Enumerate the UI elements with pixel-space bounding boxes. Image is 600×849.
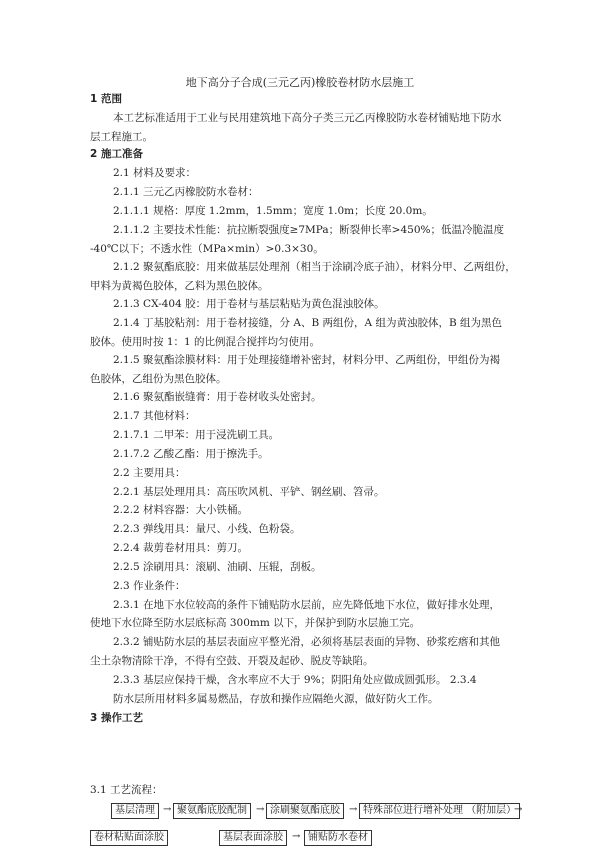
- paragraph-line: 2.1.7.2 乙酸乙酯：用于擦洗手。: [113, 448, 269, 460]
- flow-arrow-icon: →: [514, 804, 523, 815]
- paragraph-line: 2.3.1 在地下水位较高的条件下铺贴防水层前，应先降低地下水位，做好排水处理，: [113, 599, 501, 611]
- paragraph-line: 胶体。使用时按 1：1 的比例混合搅拌均匀使用。: [90, 336, 321, 348]
- flow-arrow-icon: →: [292, 831, 301, 842]
- section-1-heading: 1 范围: [90, 93, 122, 105]
- paragraph-line: 甲料为黄褐色胶体，乙料为黑色胶体。: [90, 280, 269, 292]
- paragraph-line: 层工程施工。: [90, 131, 153, 143]
- paragraph-line: 2.2.2 材料容器：大小铁桶。: [113, 504, 249, 516]
- paragraph-line: 2.1.1.2 主要技术性能：抗拉断裂强度≥7MPa；断裂伸长率>450%；低温冷脆温度: [113, 224, 504, 236]
- flow-arrow-icon: →: [163, 804, 172, 815]
- paragraph-line: 2.2.5 涂刷用具：滚刷、油刷、压辊，刮板。: [113, 561, 322, 573]
- flow-arrow-icon: →: [256, 804, 265, 815]
- section-3-heading: 3 操作工艺: [90, 712, 143, 724]
- flow-step-membrane-adhesive: 卷材粘贴面涂胶: [90, 830, 168, 846]
- paragraph-line: 2.3.3 基层应保持干燥，含水率应不大于 9%；阴阳角处应做成圆弧形。 2.3.4: [113, 674, 477, 686]
- flow-step-primer-mixing: 聚氨酯底胶配制: [173, 803, 251, 819]
- paragraph-line: 使地下水位降至防水层底标高 300mm 以下，并保护到防水层施工完。: [90, 617, 421, 629]
- paragraph-line: 2.1.7 其他材料：: [113, 410, 196, 422]
- flow-step-lay-membrane: 铺贴防水卷材: [304, 830, 372, 846]
- paragraph-line: 2.1.3 CX-404 胶：用于卷材与基层粘贴为黄色混浊胶体。: [113, 298, 385, 310]
- paragraph-line: 2.1.1 三元乙丙橡胶防水卷材：: [113, 186, 259, 198]
- paragraph-line: 2.3 作业条件：: [113, 580, 186, 592]
- paragraph-line: 2.2.3 弹线用具：量尺、小线、色粉袋。: [113, 523, 301, 535]
- paragraph-line: 2.2.1 基层处理用具：高压吹风机、平铲、钢丝刷、笤帚。: [113, 486, 385, 498]
- paragraph-line: 色胶体，乙组份为黑色胶体。: [90, 373, 227, 385]
- document-title: 地下高分子合成(三元乙丙)橡胶卷材防水层施工: [185, 76, 415, 89]
- paragraph-line: 2.1.6 聚氨酯嵌缝膏：用于卷材收头处密封。: [113, 391, 322, 403]
- paragraph-line: 2.1.2 聚氨酯底胶：用来做基层处理剂（相当于涂刷冷底子油），材料分甲、乙两组份，: [113, 261, 516, 273]
- paragraph-line: 2.2 主要用具：: [113, 467, 186, 479]
- flow-step-primer-coating: 涂刷聚氨酯底胶: [266, 803, 344, 819]
- flow-step-special-reinforcement: 特殊部位进行增补处理 （附加层）: [359, 803, 520, 819]
- paragraph-line: 2.1.1.1 规格：厚度 1.2mm，1.5mm；宽度 1.0m；长度 20.0m。: [113, 205, 433, 217]
- paragraph-line: 2.1.5 聚氨酯涂膜材料：用于处理接缝增补密封，材料分甲、乙两组份，甲组份为褐: [113, 354, 501, 366]
- flow-arrow-icon: →: [349, 804, 358, 815]
- section-2-heading: 2 施工准备: [90, 148, 143, 160]
- paragraph-line: 2.2.4 裁剪卷材用具：剪刀。: [113, 542, 249, 554]
- paragraph-line: 本工艺标准适用于工业与民用建筑地下高分子类三元乙丙橡胶防水卷材铺贴地下防水: [113, 112, 502, 124]
- paragraph-line: 2.1.7.1 二甲苯：用于浸洗刷工具。: [113, 429, 280, 441]
- paragraph-line: 2.1.4 丁基胶粘剂：用于卷材接缝，分 A、B 两组份，A 组为黄浊胶体，B 组为黑色: [113, 317, 503, 329]
- paragraph-line: 2.3.2 铺贴防水层的基层表面应平整光滑，必须将基层表面的异物、砂浆疙瘩和其他: [113, 636, 501, 648]
- flow-step-base-adhesive: 基层表面涂胶: [219, 830, 287, 846]
- paragraph-line: -40℃以下；不透水性（MPa×min）>0.3×30。: [90, 243, 324, 255]
- flow-step-base-cleaning: 基层清理: [111, 803, 159, 819]
- paragraph-line: 尘土杂物清除干净，不得有空鼓、开裂及起砂、脱皮等缺陷。: [90, 655, 374, 667]
- flow-heading: 3.1 工艺流程：: [90, 784, 163, 796]
- paragraph-line: 防水层所用材料多属易燃品，存放和操作应隔绝火源，做好防火工作。: [113, 693, 439, 705]
- paragraph-line: 2.1 材料及要求：: [113, 167, 197, 179]
